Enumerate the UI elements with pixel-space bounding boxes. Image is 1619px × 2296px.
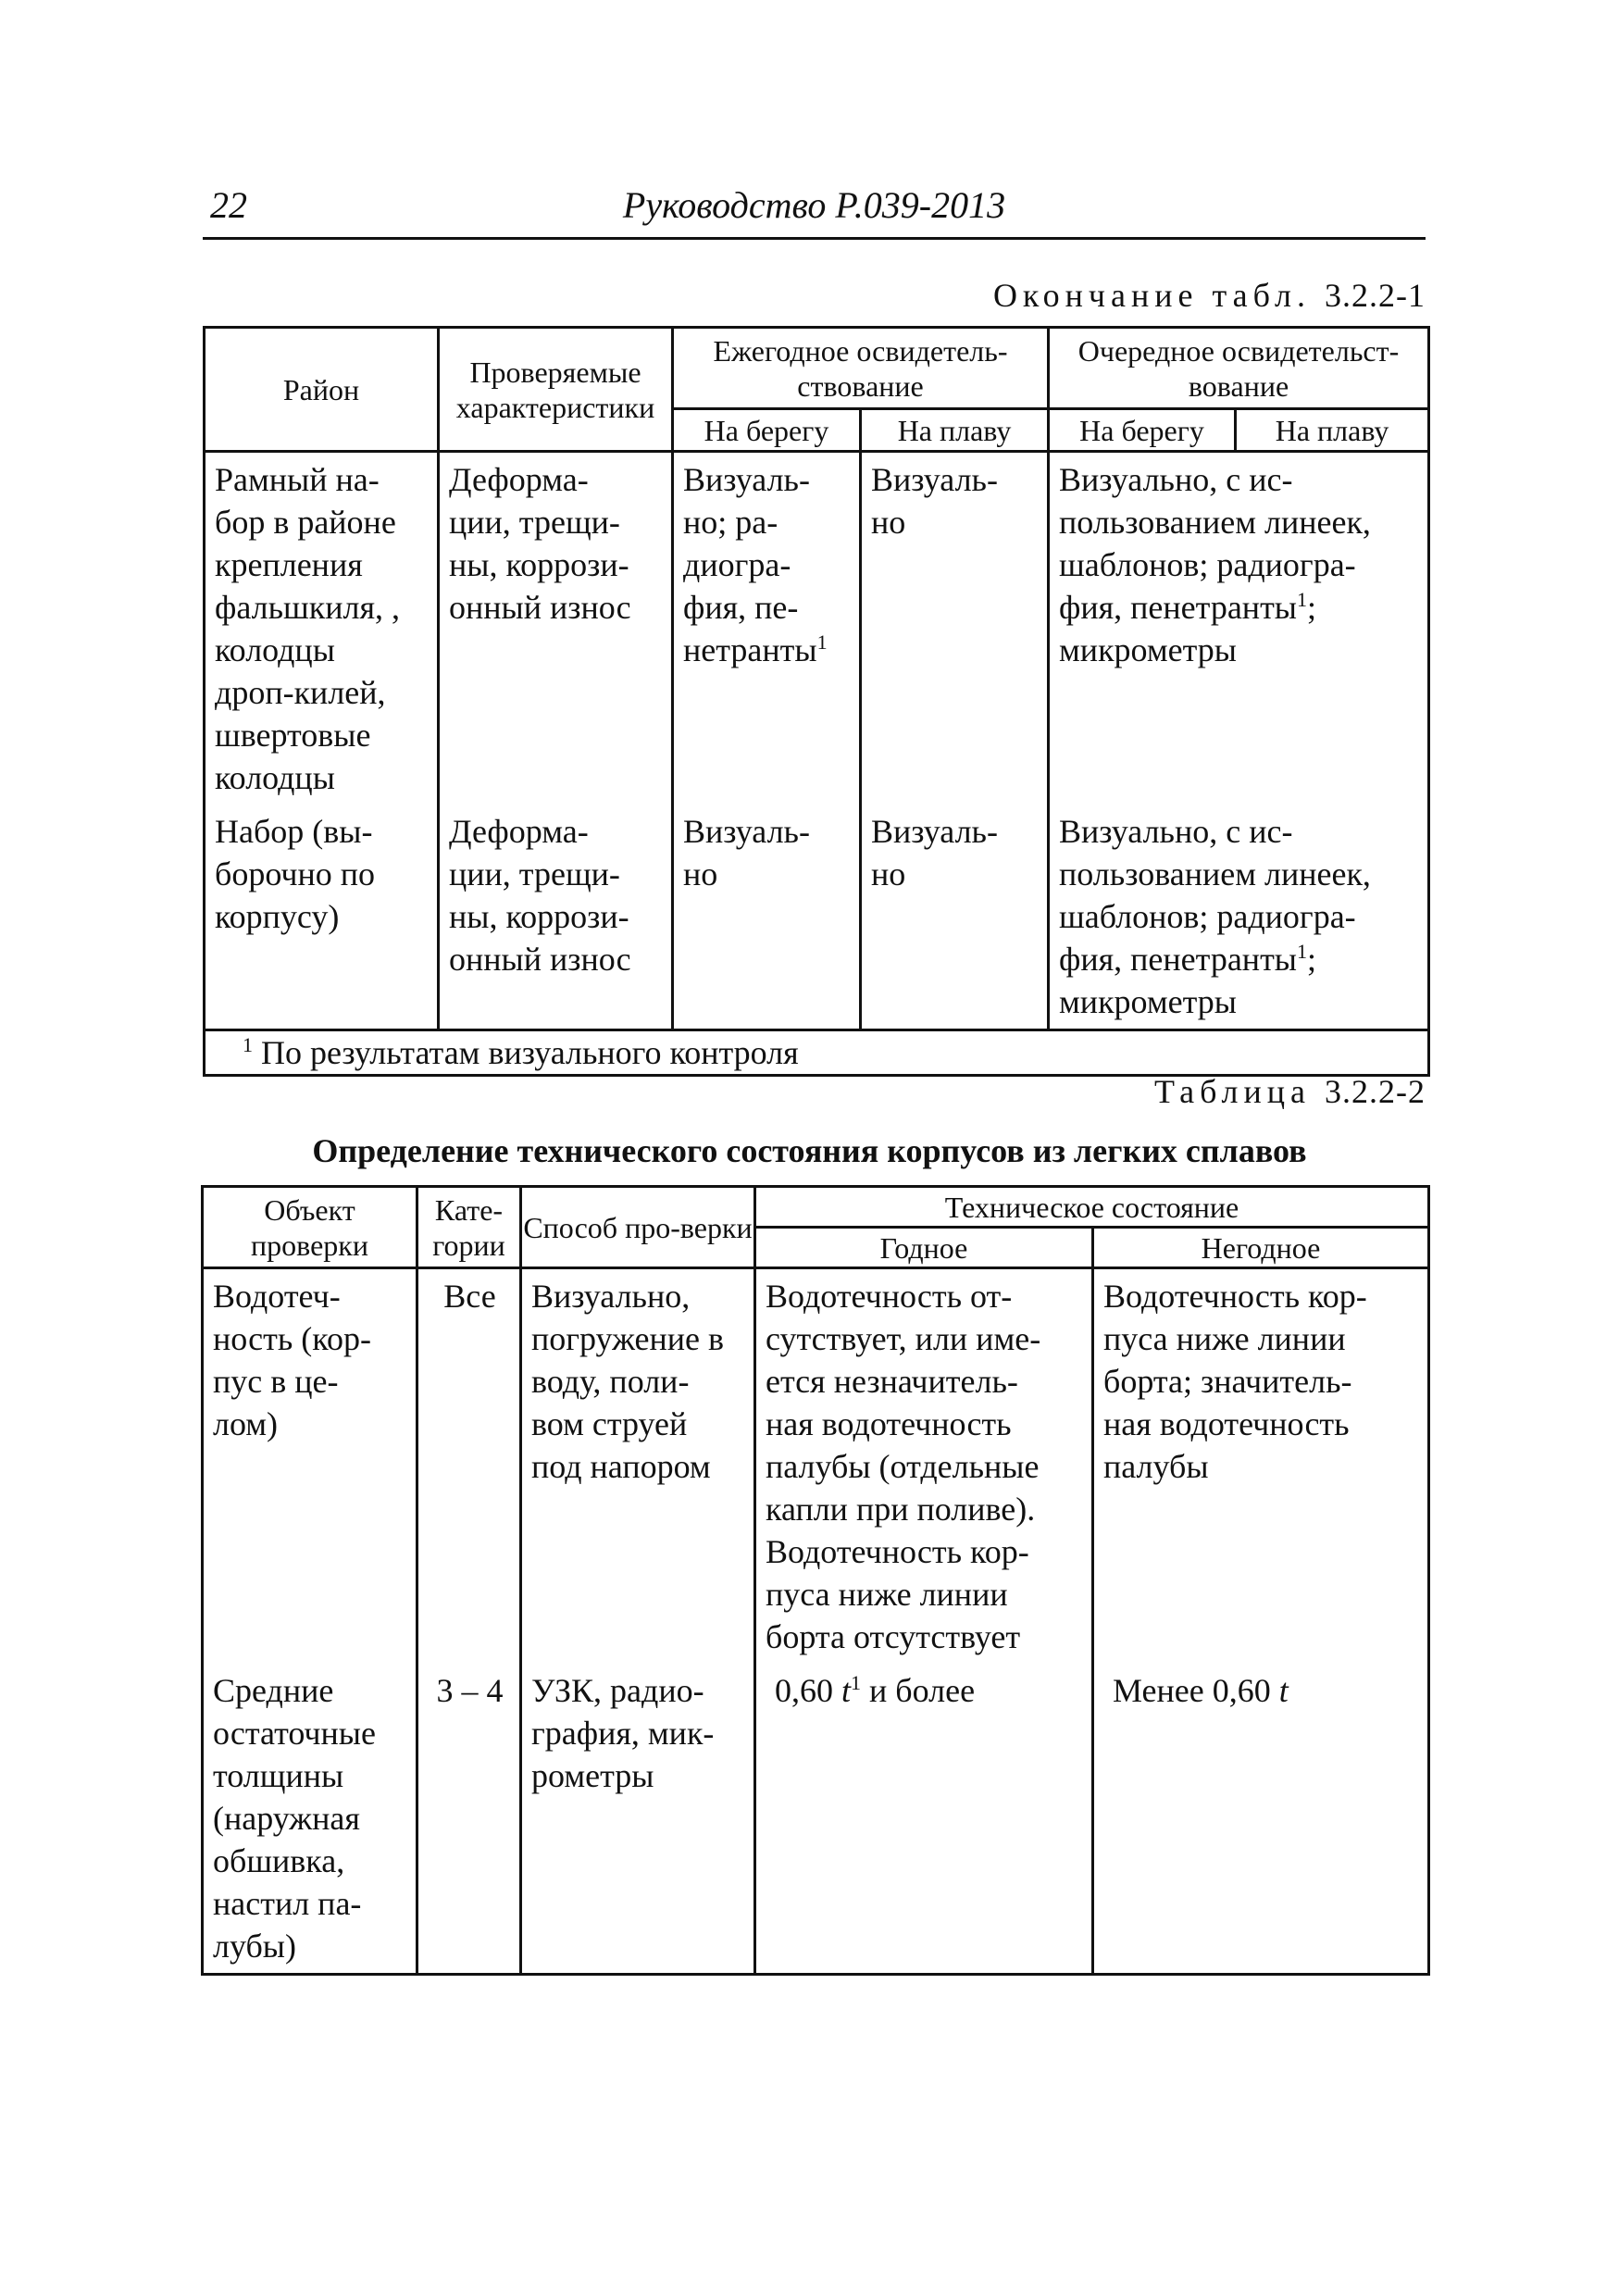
cell-good [755,1664,1093,1975]
table1-caption-number: 3.2.2-1 [1325,277,1426,314]
cell-area: Набор (вы- борочно по корпусу) [205,805,439,1030]
cell-text: Менее 0,60 [1113,1672,1279,1709]
cell-regular [1049,805,1429,1030]
cell-text: ; микрометры [1059,941,1317,1020]
cell-annual-ashore [673,452,861,805]
table2-caption-number: 3.2.2-2 [1325,1073,1426,1110]
cell-text: 0,60 [775,1672,841,1709]
table-3-2-2-2 [201,1185,1430,1976]
cell-annual-afloat: Визуаль- но [861,452,1049,805]
header-category: Кате-гории [417,1187,521,1268]
cell-characteristics: Деформа- ции, трещи- ны, коррози- онный износ [439,452,673,805]
cell-category: 3 – 4 [417,1664,521,1975]
header-characteristics: Проверяемые характеристики [439,328,673,452]
cell-good: Водотечность от- сутствует, или име- ется незначитель- ная водотечность палубы (отдельные капли при поливе). Водотечность кор- пуса ниже линии борта отсутствует [755,1268,1093,1665]
table1-footnote [205,1030,1429,1076]
cell-unfit: Водотечность кор- пуса ниже линии борта; значитель- ная водотечность палубы [1093,1268,1429,1665]
header-area: Район [205,328,439,452]
header-good: Годное [755,1228,1093,1268]
table2-caption [1154,1072,1426,1111]
cell-text: и более [861,1672,976,1709]
cell-text: Визуаль- но; ра- диогра- фия, пе- нетранты [683,461,817,668]
table-row [205,452,1429,805]
cell-characteristics: Деформа- ции, трещи- ны, коррози- онный износ [439,805,673,1030]
cell-text: Визуально, с ис- пользованием линеек, шаблонов; радиогра- фия, пенетранты [1059,813,1371,978]
header-ashore: На берегу [1049,409,1236,452]
cell-method: Визуально, погружение в воду, поли- вом струей под напором [521,1268,755,1665]
cell-regular [1049,452,1429,805]
cell-object: Средние остаточные толщины (наружная обшивка, настил па- лубы) [203,1664,417,1975]
table1-caption [993,276,1426,315]
table-row [203,1664,1429,1975]
variable-t: t [1278,1672,1289,1709]
cell-annual-ashore: Визуаль- но [673,805,861,1030]
running-title: Руководство Р.039-2013 [622,184,1006,226]
header-unfit: Негодное [1093,1228,1429,1268]
header-afloat: На плаву [861,409,1049,452]
cell-category: Все [417,1268,521,1665]
table2-caption-word: Таблица [1154,1073,1311,1110]
footnote-mark: 1 [243,1033,253,1056]
header-regular-survey: Очередное освидетельст-вование [1049,328,1429,409]
footnote-ref: 1 [851,1671,862,1694]
cell-text: Визуально, с ис- пользованием линеек, шаблонов; радиогра- фия, пенетранты [1059,461,1371,626]
cell-annual-afloat: Визуаль- но [861,805,1049,1030]
footnote-ref: 1 [816,630,828,654]
cell-area: Рамный на- бор в районе крепления фальшкиля, , колодцы дроп-килей, швертовые колодцы [205,452,439,805]
header-afloat: На плаву [1236,409,1429,452]
header-ashore: На берегу [673,409,861,452]
table-row [205,805,1429,1030]
footnote-ref: 1 [1297,588,1307,611]
page-number: 22 [210,184,247,226]
footnote-ref: 1 [1297,940,1307,963]
cell-unfit [1093,1664,1429,1975]
header-annual-survey: Ежегодное освидетель-ствование [673,328,1049,409]
header-object: Объект проверки [203,1187,417,1268]
cell-object: Водотеч- ность (кор- пус в це- лом) [203,1268,417,1665]
footnote-text: По результатам визуального контроля [261,1034,799,1071]
table-3-2-2-1 [203,326,1430,1077]
cell-text: ; микрометры [1059,589,1317,668]
header-method: Способ про-верки [521,1187,755,1268]
variable-t: t [841,1672,852,1709]
cell-method: УЗК, радио- графия, мик- рометры [521,1664,755,1975]
table1-caption-word: Окончание табл. [992,277,1311,314]
page-header [203,181,1426,240]
table-row [203,1268,1429,1665]
header-technical-state: Техническое состояние [755,1187,1429,1228]
table2-title: Определение технического состояния корпусов из легких сплавов [312,1132,1307,1169]
